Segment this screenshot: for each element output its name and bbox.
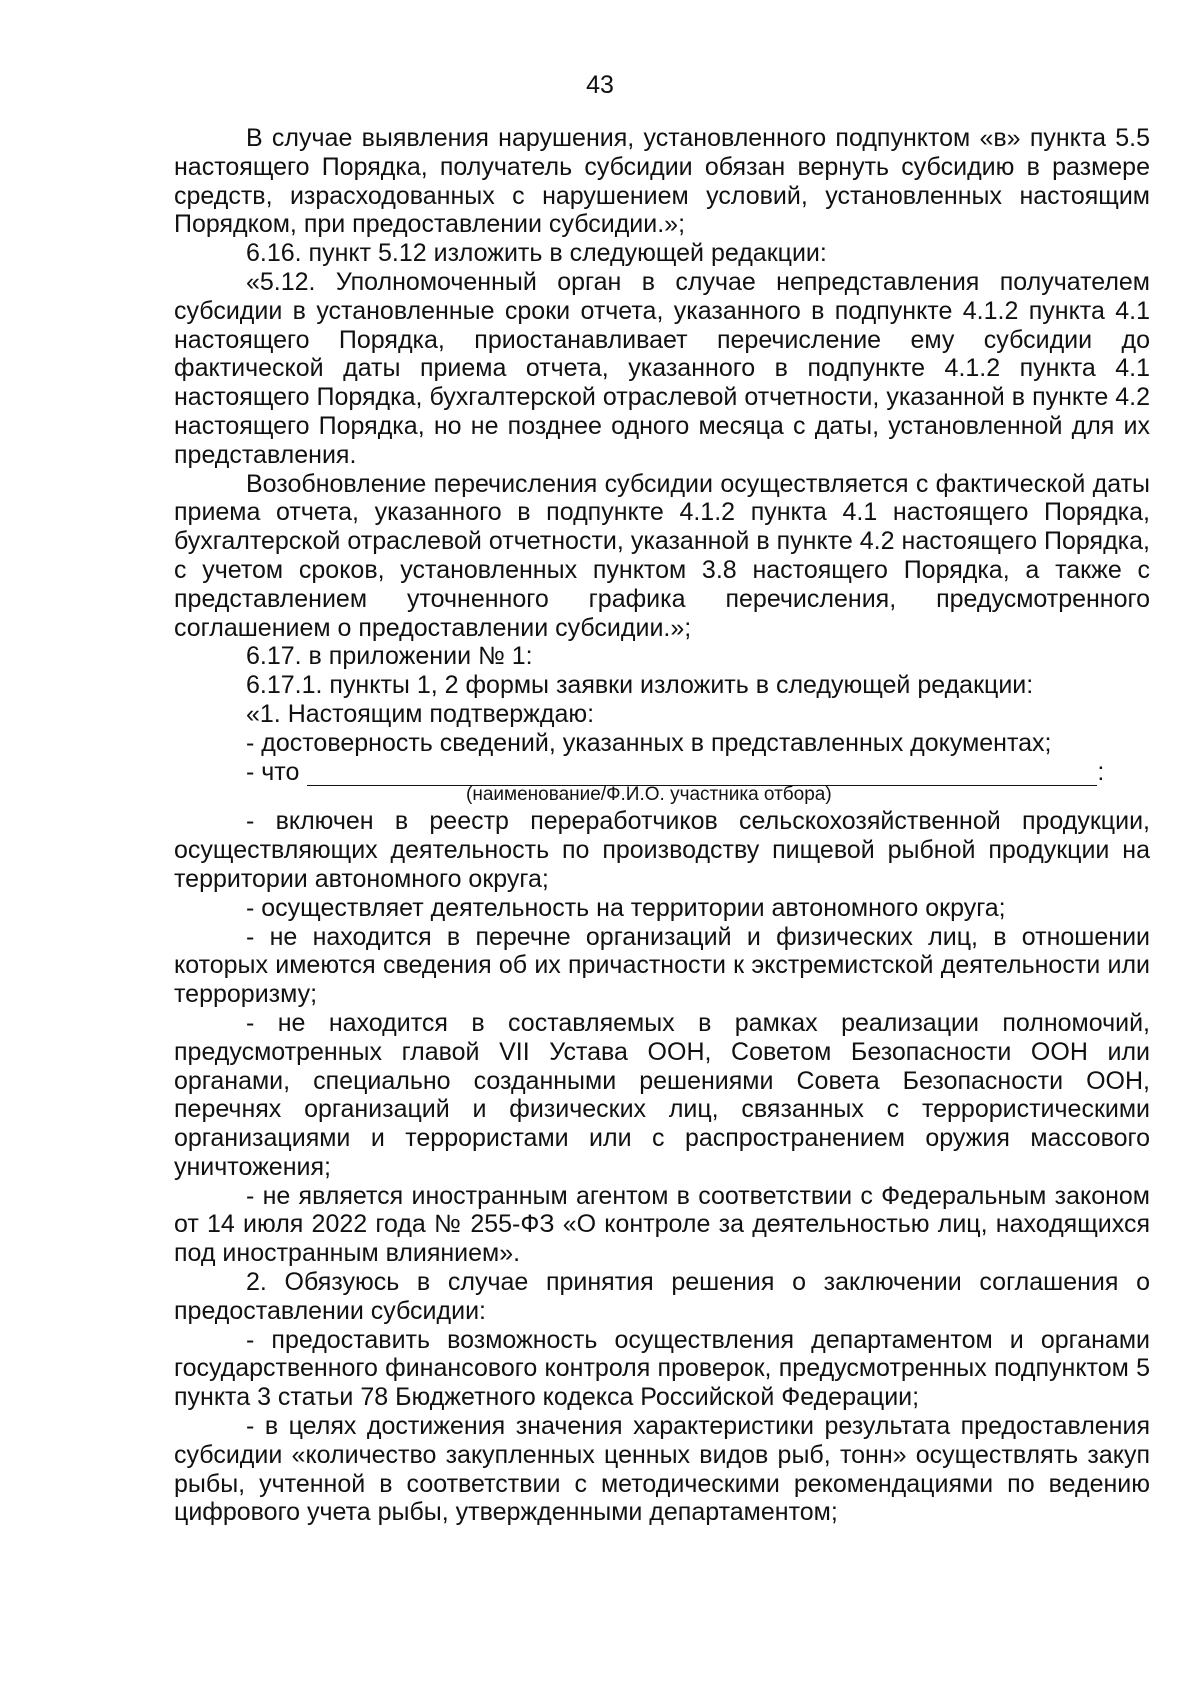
paragraph-foreign-agent: - не является иностранным агентом в соответствии с Федеральным законом от 14 июля 2022 года № 255-ФЗ «О контроле за деятельностью лиц, находящихся под иностранным влиянием».	[174, 1181, 1150, 1268]
blank-line-caption: (наименование/Ф.И.О. участника отбора)	[466, 784, 832, 806]
paragraph-6-17-1: 6.17.1. пункты 1, 2 формы заявки изложить в следующей редакции:	[246, 671, 1034, 700]
paragraph-5-12: «5.12. Уполномоченный орган в случае непредставления получателем субсидии в установленные сроки отчета, указанного в подпункте 4.1.2 пункта 4.1 настоящего Порядка, приостанавливает перечисление ему субсидии до фактической даты приема отчета, указанного в подпункте 4.1.2 пункта 4.1 настоящего Порядка, бухгалтерской отраслевой отчетности, указанной в пункте 4.2 настоящего Порядка, но не позднее одного месяца с даты, установленной для их представления.	[174, 267, 1150, 469]
paragraph-violation-refund: В случае выявления нарушения, установленного подпунктом «в» пункта 5.5 настоящего Порядка, получатель субсидии обязан вернуть субсидию в размере средств, израсходованных с нарушением условий, установленных настоящим Порядком, при предоставлении субсидии.»;	[174, 124, 1150, 239]
paragraph-6-17: 6.17. в приложении № 1:	[246, 642, 533, 671]
paragraph-6-16: 6.16. пункт 5.12 изложить в следующей редакции:	[246, 239, 827, 268]
blank-line-prefix: - что	[246, 757, 300, 786]
paragraph-extremism: - не находится в перечне организаций и физических лиц, в отношении которых имеются сведения об их причастности к экстремистской деятельности или терроризму;	[174, 922, 1150, 1009]
paragraph-audits: - предоставить возможность осуществления департаментом и органами государственного финансового контроля проверок, предусмотренных подпунктом 5 пункта 3 статьи 78 Бюджетного кодекса Российской Федерации;	[174, 1325, 1150, 1412]
page-number: 43	[586, 71, 614, 99]
blank-line-suffix: :	[1097, 757, 1105, 786]
paragraph-resumption: Возобновление перечисления субсидии осуществляется с фактической даты приема отчета, указанного в подпункте 4.1.2 пункта 4.1 настоящего Порядка, бухгалтерской отраслевой отчетности, указанной в пункте 4.2 настоящего Порядка, с учетом сроков, установленных пунктом 3.8 настоящего Порядка, а также с представлением уточненного графика перечисления, предусмотренного соглашением о предоставлении субсидии.»;	[174, 469, 1150, 642]
paragraph-un-lists: - не находится в составляемых в рамках реализации полномочий, предусмотренных главой VII Устава ООН, Советом Безопасности ООН или органами, специально созданными решениями Совета Безопасности ООН, перечнях организаций и физических лиц, связанных с террористическими организациями и террористами или с распространением оружия массового уничтожения;	[174, 1008, 1150, 1181]
paragraph-reliability: - достоверность сведений, указанных в представленных документах;	[246, 728, 1052, 757]
paragraph-territory: - осуществляет деятельность на территории автономного округа;	[246, 893, 1006, 922]
paragraph-obligation: 2. Обязуюсь в случае принятия решения о заключении соглашения о предоставлении субсидии:	[174, 1268, 1150, 1325]
blank-fill-underline	[307, 763, 1097, 786]
paragraph-registry: - включен в реестр переработчиков сельскохозяйственной продукции, осуществляющих деятельность по производству пищевой рыбной продукции на территории автономного округа;	[174, 807, 1150, 893]
participant-name-line	[174, 758, 1150, 787]
document-body	[174, 124, 1150, 1527]
paragraph-confirm-heading: «1. Настоящим подтверждаю:	[246, 699, 595, 728]
paragraph-fish-purchase: - в целях достижения значения характеристики результата предоставления субсидии «количество закупленных ценных видов рыб, тонн» осуществлять закуп рыбы, учтенной в соответствии с методическими рекомендациями по ведению цифрового учета рыбы, утвержденными департаментом;	[174, 1412, 1150, 1527]
